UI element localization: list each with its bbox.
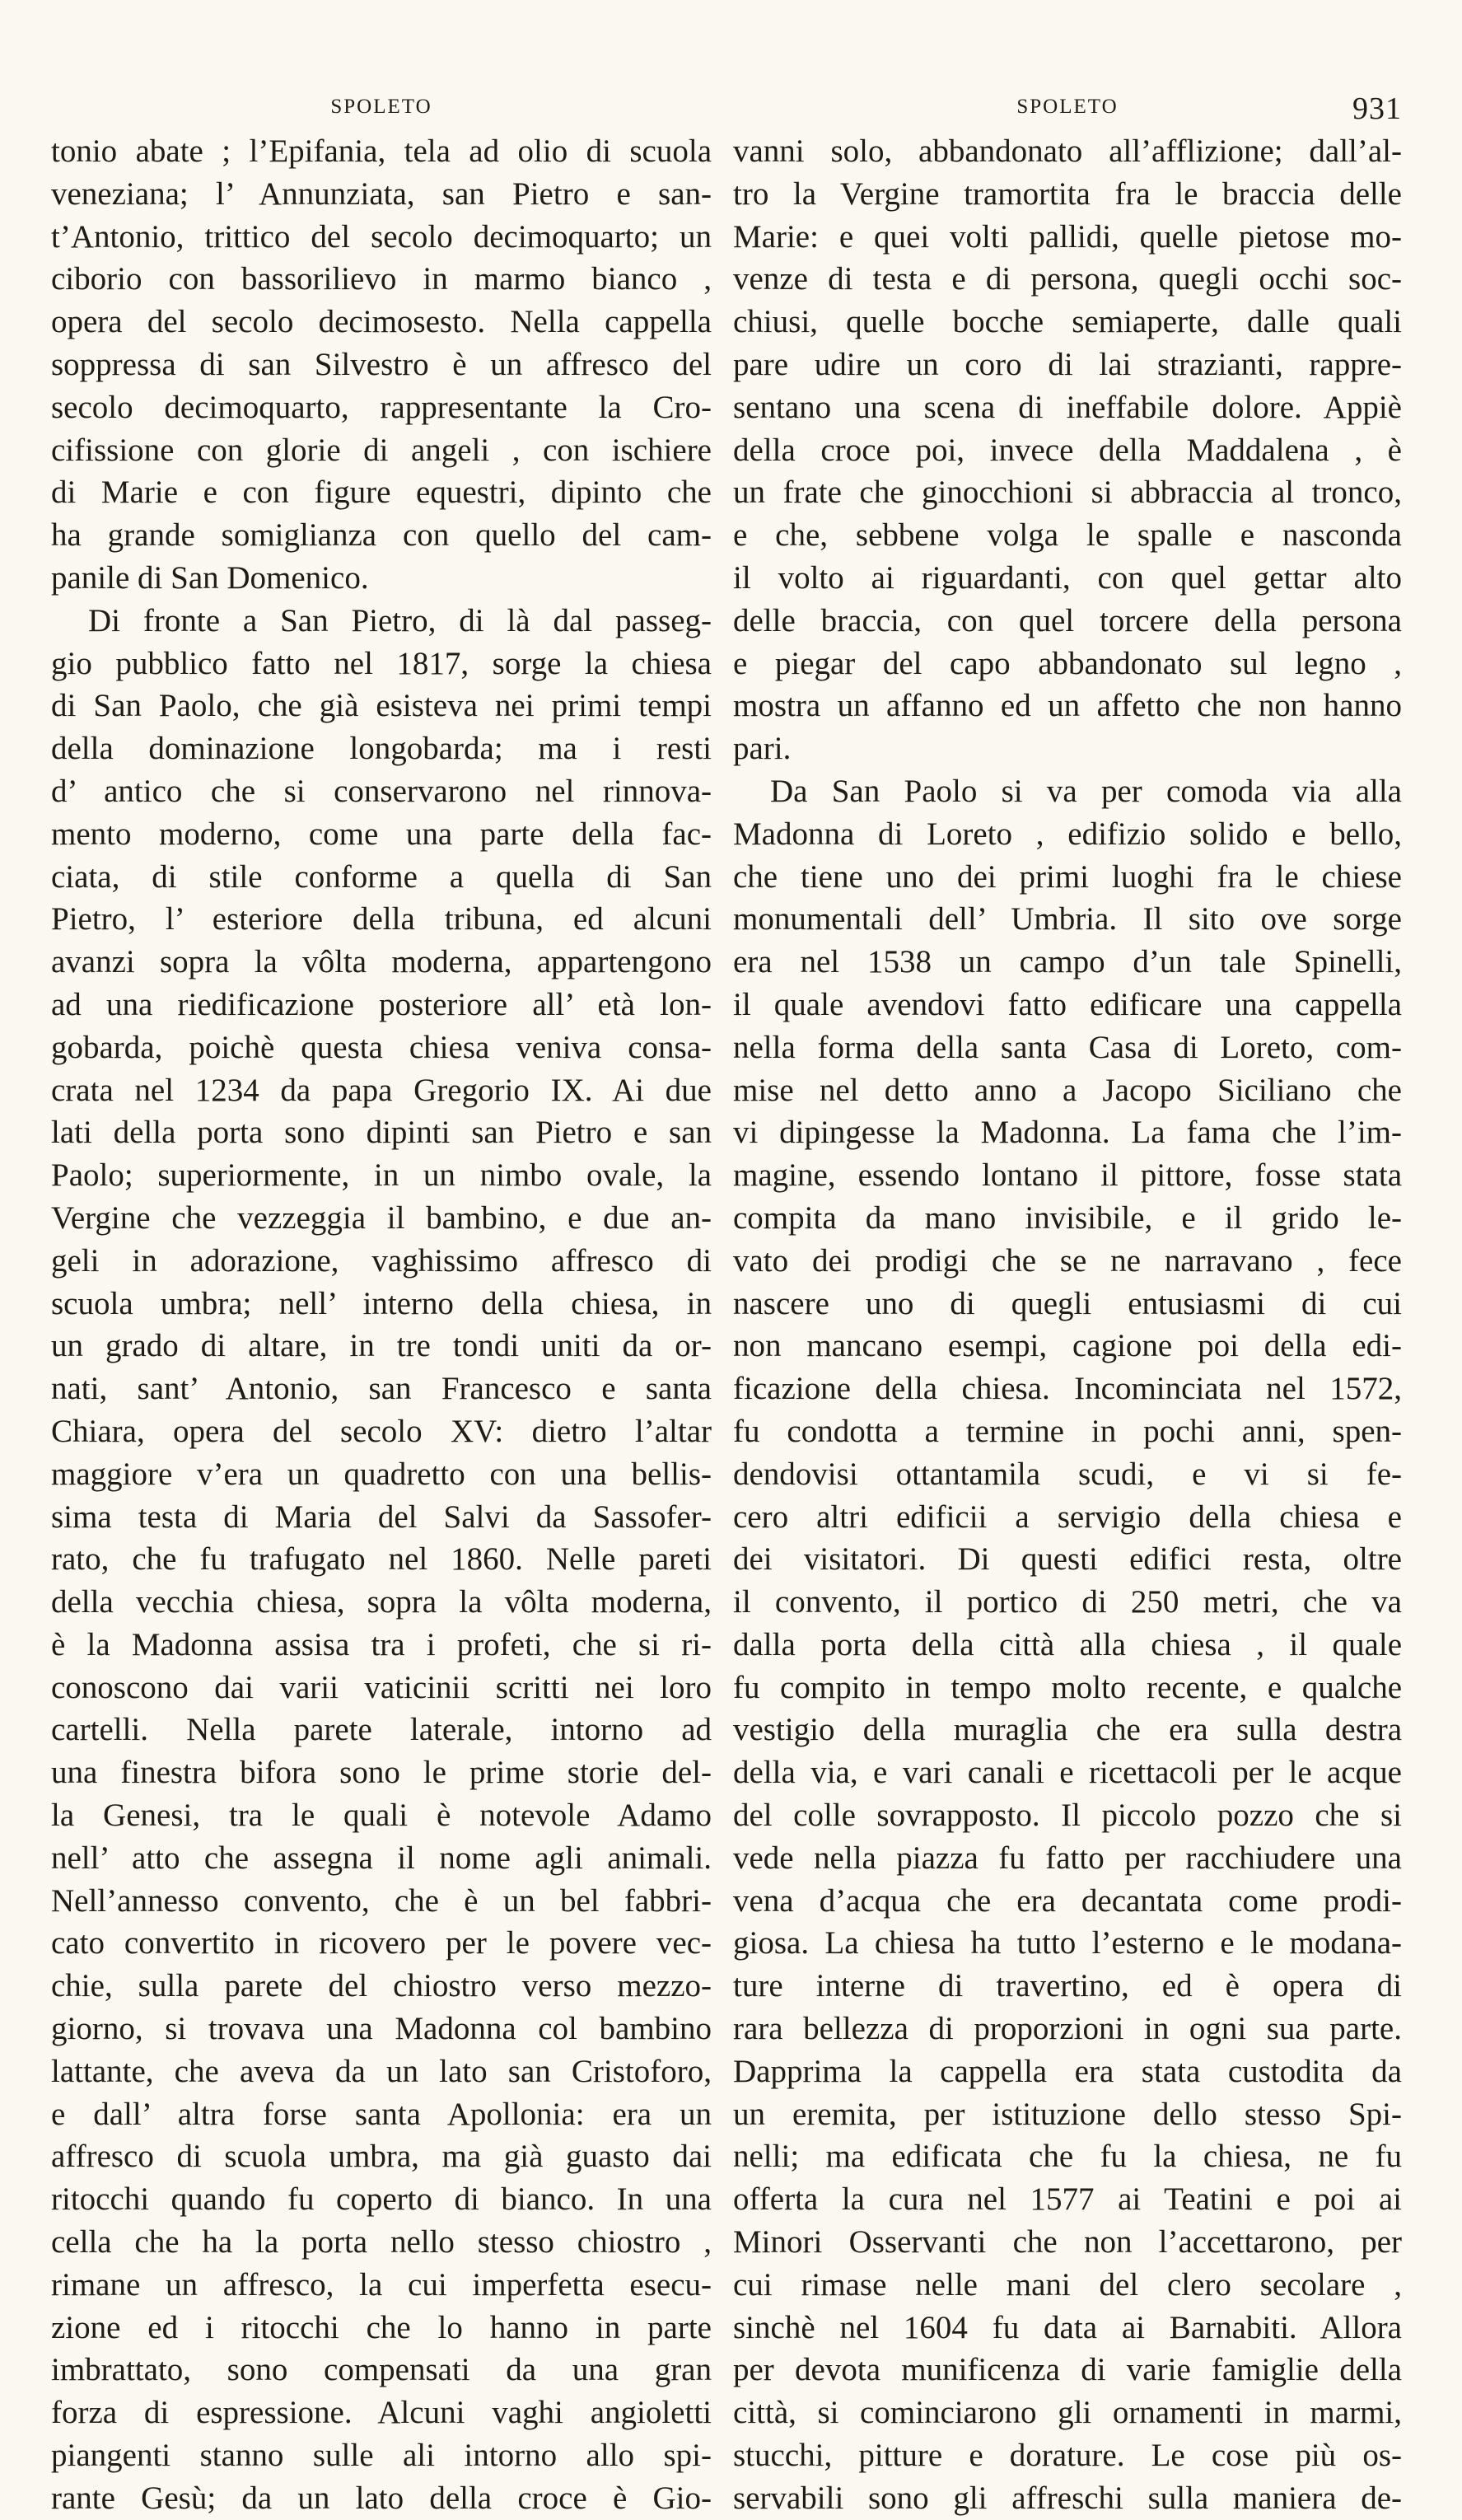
text-line: vanni solo, abbandonato all’afflizione; dall’al- — [733, 133, 1402, 169]
text-line: scuola umbra; nell’ interno della chiesa, in — [51, 1285, 712, 1321]
text-line: compita da mano invisibile, e il grido le- — [733, 1199, 1402, 1236]
text-line: lattante, che aveva da un lato san Cristoforo, — [51, 2053, 712, 2089]
text-line: veneziana; l’ Annunziata, san Pietro e san- — [51, 175, 712, 212]
left-running-head: SPOLETO — [330, 96, 432, 118]
text-line: cartelli. Nella parete laterale, intorno ad — [51, 1712, 712, 1748]
left-column — [51, 91, 712, 2520]
text-line: il volto ai riguardanti, con quel gettar alto — [733, 559, 1402, 596]
text-line: ture interne di travertino, ed è opera di — [733, 1968, 1402, 2004]
text-line: mise nel detto anno a Jacopo Siciliano che — [733, 1072, 1402, 1108]
text-line: geli in adorazione, vaghissimo affresco di — [51, 1242, 712, 1279]
text-line: pari. — [733, 731, 792, 767]
text-line: il convento, il portico di 250 metri, che va — [733, 1584, 1402, 1620]
text-line: gio pubblico fatto nel 1817, sorge la chiesa — [51, 645, 712, 681]
text-line: vena d’acqua che era decantata come prodi- — [733, 1882, 1402, 1919]
text-line: fu condotta a termine in pochi anni, spen- — [733, 1413, 1402, 1449]
text-line: che tiene uno dei primi luoghi fra le chiese — [733, 858, 1402, 895]
text-line: sentano una scena di ineffabile dolore. Appiè — [733, 389, 1402, 425]
text-line: avanzi sopra la vôlta moderna, appartengono — [51, 944, 712, 980]
text-line: di San Paolo, che già esisteva nei primi tempi — [51, 688, 712, 724]
text-line: della via, e vari canali e ricettacoli per le acque — [733, 1755, 1402, 1791]
text-line: ficazione della chiesa. Incominciata nel 1572, — [733, 1371, 1402, 1407]
text-line: e che, sebbene volga le spalle e nasconda — [733, 517, 1402, 554]
text-line: del colle sovrapposto. Il piccolo pozzo che si — [733, 1798, 1402, 1834]
text-line: una finestra bifora sono le prime storie del- — [51, 1755, 712, 1791]
text-line: offerta la cura nel 1577 ai Teatini e poi ai — [733, 2181, 1402, 2218]
text-line: cella che ha la porta nello stesso chiostro , — [51, 2224, 712, 2261]
text-line: venze di testa e di persona, quegli occhi soc- — [733, 261, 1402, 297]
left-body-text — [51, 130, 712, 2520]
text-line: cero altri edificii a servigio della chiesa e — [733, 1498, 1402, 1535]
text-line: stucchi, pitture e dorature. Le cose più os- — [733, 2438, 1402, 2474]
right-body-text — [733, 130, 1402, 2520]
text-line: nati, sant’ Antonio, san Francesco e santa — [51, 1371, 712, 1407]
text-line: magine, essendo lontano il pittore, fosse stata — [733, 1157, 1402, 1194]
text-line: vato dei prodigi che se ne narravano , fece — [733, 1242, 1402, 1279]
text-line: ad una riedificazione posteriore all’ età lon- — [51, 986, 712, 1022]
text-line: d’ antico che si conservarono nel rinnova- — [51, 773, 712, 809]
text-line: opera del secolo decimosesto. Nella cappella — [51, 304, 712, 340]
text-line: panile di San Domenico. — [51, 559, 369, 596]
text-line: dalla porta della città alla chiesa , il quale — [733, 1626, 1402, 1662]
text-line: per devota munificenza di varie famiglie della — [733, 2352, 1402, 2388]
text-line: mostra un affanno ed un affetto che non hanno — [733, 688, 1402, 724]
text-line: e dall’ altra forse santa Apollonia: era un — [51, 2096, 712, 2132]
text-line: nelli; ma edificata che fu la chiesa, ne fu — [733, 2139, 1402, 2175]
text-line: chiusi, quelle bocche semiaperte, dalle quali — [733, 304, 1402, 340]
page-number: 931 — [1352, 91, 1402, 126]
text-line: Minori Osservanti che non l’accettarono, per — [733, 2224, 1402, 2261]
text-line: della croce poi, invece della Maddalena , è — [733, 432, 1402, 468]
text-line: rara bellezza di proporzioni in ogni sua parte. — [733, 2011, 1402, 2047]
text-line: tonio abate ; l’Epifania, tela ad olio di scuola — [51, 133, 712, 169]
text-line: vestigio della muraglia che era sulla destra — [733, 1712, 1402, 1748]
text-line: Pietro, l’ esteriore della tribuna, ed alcuni — [51, 901, 712, 937]
text-line: rato, che fu trafugato nel 1860. Nelle pareti — [51, 1541, 712, 1578]
text-line: e piegar del capo abbandonato sul legno , — [733, 645, 1402, 681]
text-line: piangenti stanno sulle ali intorno allo spi- — [51, 2438, 712, 2474]
text-line: secolo decimoquarto, rappresentante la Cro- — [51, 389, 712, 425]
text-line: giosa. La chiesa ha tutto l’esterno e le modana- — [733, 1925, 1402, 1961]
text-line: Dapprima la cappella era stata custodita da — [733, 2053, 1402, 2089]
text-line: nascere uno di quegli entusiasmi di cui — [733, 1285, 1402, 1321]
text-line: Chiara, opera del secolo XV: dietro l’altar — [51, 1413, 712, 1449]
text-line: servabili sono gli affreschi sulla maniera de- — [733, 2480, 1402, 2516]
text-line: t’Antonio, trittico del secolo decimoquarto; un — [51, 218, 712, 255]
text-line: nella forma della santa Casa di Loreto, com- — [733, 1029, 1402, 1065]
text-line: rante Gesù; da un lato della croce è Gio- — [51, 2480, 712, 2516]
text-line: Paolo; superiormente, in un nimbo ovale, la — [51, 1157, 712, 1194]
text-line: imbrattato, sono compensati da una gran — [51, 2352, 712, 2388]
text-line: la Genesi, tra le quali è notevole Adamo — [51, 1798, 712, 1834]
text-line: Marie: e quei volti pallidi, quelle pietose mo- — [733, 218, 1402, 255]
right-page-header — [733, 91, 1402, 130]
text-line: Di fronte a San Pietro, di là dal passeg- — [88, 602, 712, 638]
text-line: monumentali dell’ Umbria. Il sito ove sorge — [733, 901, 1402, 937]
right-column — [733, 91, 1402, 2520]
text-line: cifissione con glorie di angeli , con ischiere — [51, 432, 712, 468]
text-line: di Marie e con figure equestri, dipinto che — [51, 475, 712, 511]
text-line: ciata, di stile conforme a quella di San — [51, 858, 712, 895]
text-line: zione ed i ritocchi che lo hanno in parte — [51, 2309, 712, 2345]
text-line: è la Madonna assisa tra i profeti, che si ri- — [51, 1626, 712, 1662]
text-line: nell’ atto che assegna il nome agli animali. — [51, 1840, 712, 1876]
text-line: Da San Paolo si va per comoda via alla — [770, 773, 1402, 809]
text-line: un grado di altare, in tre tondi uniti da or- — [51, 1328, 712, 1364]
text-line: della vecchia chiesa, sopra la vôlta moderna, — [51, 1584, 712, 1620]
text-line: giorno, si trovava una Madonna col bambino — [51, 2011, 712, 2047]
text-line: maggiore v’era un quadretto con una bellis- — [51, 1456, 712, 1492]
text-line: cui rimase nelle mani del clero secolare , — [733, 2266, 1402, 2303]
text-line: della dominazione longobarda; ma i resti — [51, 731, 712, 767]
text-line: crata nel 1234 da papa Gregorio IX. Ai due — [51, 1072, 712, 1108]
text-line: dei visitatori. Di questi edifici resta, oltre — [733, 1541, 1402, 1578]
text-line: pare udire un coro di lai strazianti, rappre- — [733, 346, 1402, 382]
text-line: forza di espressione. Alcuni vaghi angioletti — [51, 2395, 712, 2431]
text-line: non mancano esempi, cagione poi della edi- — [733, 1328, 1402, 1364]
text-line: ritocchi quando fu coperto di bianco. In una — [51, 2181, 712, 2218]
text-line: Nell’annesso convento, che è un bel fabbri- — [51, 1882, 712, 1919]
text-line: dendovisi ottantamila scudi, e vi si fe- — [733, 1456, 1402, 1492]
text-line: sinchè nel 1604 fu data ai Barnabiti. Allora — [733, 2309, 1402, 2345]
text-line: un frate che ginocchioni si abbraccia al tronco, — [733, 475, 1402, 511]
text-line: vede nella piazza fu fatto per racchiudere una — [733, 1840, 1402, 1876]
text-line: Madonna di Loreto , edifizio solido e bello, — [733, 816, 1402, 852]
text-line: città, si cominciarono gli ornamenti in marmi, — [733, 2395, 1402, 2431]
text-line: soppressa di san Silvestro è un affresco del — [51, 346, 712, 382]
text-line: mento moderno, come una parte della fac- — [51, 816, 712, 852]
text-line: sima testa di Maria del Salvi da Sassofer- — [51, 1498, 712, 1535]
left-page-header — [51, 91, 712, 130]
text-line: affresco di scuola umbra, ma già guasto dai — [51, 2139, 712, 2175]
text-line: un eremita, per istituzione dello stesso Spi- — [733, 2096, 1402, 2132]
text-line: vi dipingesse la Madonna. La fama che l’im- — [733, 1115, 1402, 1151]
right-running-head: SPOLETO — [1016, 96, 1119, 118]
text-line: lati della porta sono dipinti san Pietro e san — [51, 1115, 712, 1151]
text-line: conoscono dai varii vaticinii scritti nei loro — [51, 1669, 712, 1705]
text-line: ha grande somiglianza con quello del cam- — [51, 517, 712, 554]
text-line: era nel 1538 un campo d’un tale Spinelli, — [733, 944, 1402, 980]
text-line: delle braccia, con quel torcere della persona — [733, 602, 1402, 638]
text-line: tro la Vergine tramortita fra le braccia delle — [733, 175, 1402, 212]
text-line: Vergine che vezzeggia il bambino, e due an- — [51, 1199, 712, 1236]
text-line: chie, sulla parete del chiostro verso mezzo- — [51, 1968, 712, 2004]
text-line: fu compito in tempo molto recente, e qualche — [733, 1669, 1402, 1705]
text-line: ciborio con bassorilievo in marmo bianco , — [51, 261, 712, 297]
text-line: rimane un affresco, la cui imperfetta esecu- — [51, 2266, 712, 2303]
text-line: cato convertito in ricovero per le povere vec- — [51, 1925, 712, 1961]
text-line: il quale avendovi fatto edificare una cappella — [733, 986, 1402, 1022]
text-line: gobarda, poichè questa chiesa veniva consa- — [51, 1029, 712, 1065]
